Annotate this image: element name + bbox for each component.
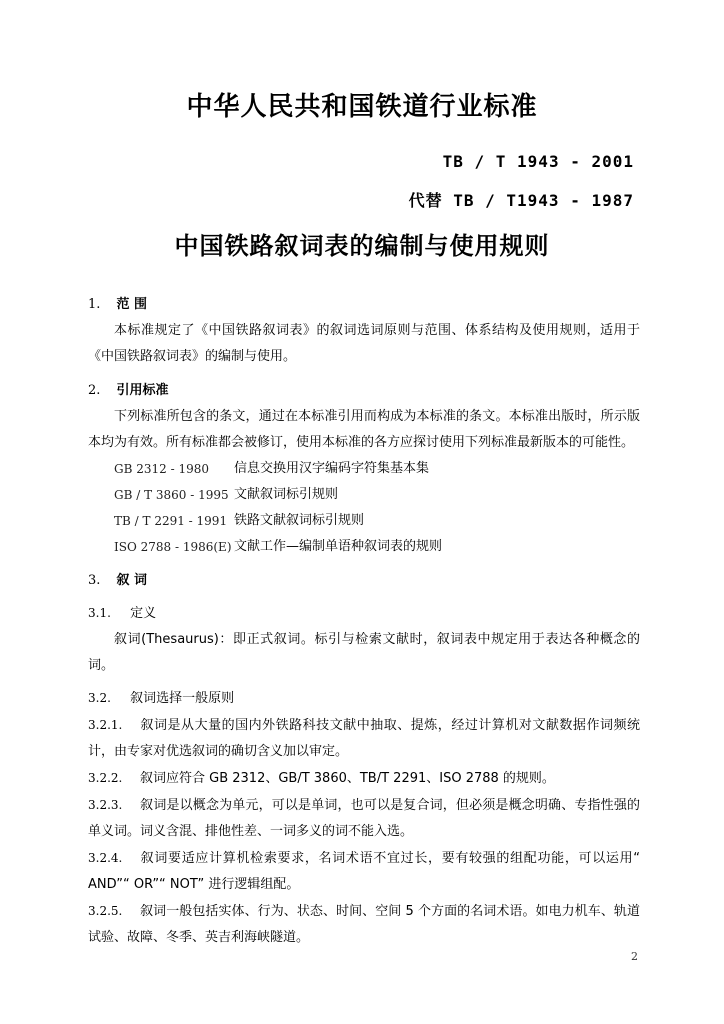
subsection-number: 3.1. [88,606,111,620]
standard-number: TB / T 1943 - 2001 [442,152,634,171]
reference-name: 文献叙词标引规则 [234,487,339,502]
section-1-heading [88,292,640,318]
clause-text: 叙词应符合 GB 2312、GB/T 3860、TB/T 2291、ISO 2788 的规则。 [140,771,555,786]
clause-text: 叙词一般包括实体、行为、状态、时间、空间 5 个方面的名词术语。如电力机车、轨道试验、故障、冬季、英吉利海峡隧道。 [88,904,640,945]
definition-paragraph: 叙词(Thesaurus)：即正式叙词。标引与检索文献时，叙词表中规定用于表达各种概念的词。 [88,632,640,673]
clause-item [88,898,640,951]
subsection-3-2-heading [88,685,640,712]
reference-code: TB / T 2291 - 1991 [114,514,228,528]
reference-item [88,534,640,560]
reference-code: GB / T 3860 - 1995 [114,488,229,502]
section-title: 引用标准 [116,383,169,398]
replaces-standard: 代替 TB / T1943 - 1987 [408,191,634,210]
reference-code: ISO 2788 - 1986(E) [114,540,232,554]
clause-item [88,792,640,845]
standard-category-title: 中华人民共和国铁道行业标准 [186,92,538,122]
reference-name: 铁路文献叙词标引规则 [234,513,365,528]
subsection-number: 3.2. [88,691,111,705]
clause-item [88,765,640,792]
section-2-paragraph: 下列标准所包含的条文，通过在本标准引用而构成为本标准的条文。本标准出版时，所示版本均为有效。所有标准都会被修订，使用本标准的各方应探讨使用下列标准最新版本的可能性。 [88,409,640,450]
subsection-3-1-heading [88,600,640,627]
clause-item [88,712,640,765]
reference-name: 文献工作—编制单语种叙词表的规则 [234,539,443,554]
section-number: 3. [88,573,101,588]
document-title: 中国铁路叙词表的编制与使用规则 [174,232,550,260]
section-3-heading [88,568,640,594]
section-number: 2. [88,383,101,398]
reference-item [88,456,640,482]
subsection-title: 叙词选择一般原则 [130,691,235,706]
clause-number: 3.2.2. [88,771,123,785]
clause-number: 3.2.5. [88,904,123,918]
clause-number: 3.2.3. [88,798,123,812]
reference-code: GB 2312 - 1980 [114,462,209,476]
reference-item [88,482,640,508]
page-number: 2 [631,950,638,963]
reference-name: 信息交换用汉字编码字符集基本集 [234,461,430,476]
section-title: 叙 词 [116,573,148,588]
clause-text: 叙词是从大量的国内外铁路科技文献中抽取、提炼，经过计算机对文献数据作词频统计，由专家对优选叙词的确切含义加以审定。 [88,718,640,759]
clause-number: 3.2.1. [88,718,123,732]
document-body [88,290,640,951]
subsection-title: 定义 [130,606,157,621]
section-2-heading [88,378,640,404]
clause-number: 3.2.4. [88,851,123,865]
section-title: 范 围 [116,297,148,312]
clause-text: 叙词是以概念为单元，可以是单词，也可以是复合词，但必须是概念明确、专指性强的单义词。词义含混、排他性差、一词多义的词不能入选。 [88,798,640,839]
clause-text: 叙词要适应计算机检索要求，名词术语不宜过长，要有较强的组配功能，可以运用“ AND”“ OR”“ NOT” 进行逻辑组配。 [88,851,640,892]
reference-item [88,508,640,534]
section-number: 1. [88,297,101,312]
section-1-paragraph: 本标准规定了《中国铁路叙词表》的叙词选词原则与范围、体系结构及使用规则，适用于《中国铁路叙词表》的编制与使用。 [88,323,640,364]
clause-item [88,845,640,898]
